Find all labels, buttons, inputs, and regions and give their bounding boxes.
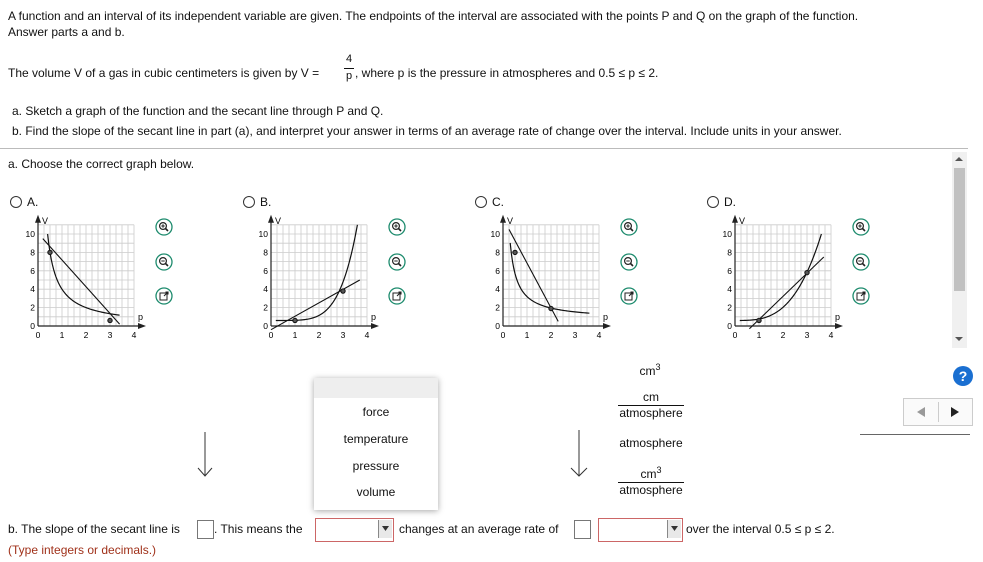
choice-label: D. — [724, 195, 736, 209]
divider — [0, 148, 968, 149]
y-tick-label: 4 — [727, 284, 732, 295]
down-arrow-icon — [568, 428, 590, 480]
point-q — [549, 306, 553, 310]
x-tick-label: 4 — [131, 330, 137, 340]
choice-label: C. — [492, 195, 504, 209]
rate-input[interactable] — [574, 520, 591, 539]
y-tick-label: 2 — [263, 302, 268, 313]
y-tick-label: 8 — [495, 247, 500, 258]
graph-decreasing — [6, 214, 146, 344]
function-curve — [48, 234, 120, 315]
y-tick-label: 10 — [722, 229, 732, 239]
y-tick-label: 10 — [25, 229, 35, 239]
answer-b-mid1: . This means the — [214, 522, 303, 536]
units-select[interactable] — [598, 518, 683, 542]
zoom-out-icon[interactable] — [852, 253, 870, 271]
zoom-in-icon[interactable] — [620, 218, 638, 236]
choice-label: A. — [27, 195, 39, 209]
unit-top: cm — [640, 467, 657, 481]
point-p — [757, 318, 761, 322]
chevron-down-icon — [379, 520, 392, 538]
x-tick-label: 1 — [524, 330, 530, 340]
dropdown-option-volume[interactable]: volume — [356, 485, 396, 499]
choice-label: B. — [260, 195, 272, 209]
y-axis-arrow — [35, 215, 41, 223]
x-tick-label: 3 — [804, 330, 810, 340]
unit-option-atmosphere[interactable]: atmosphere — [619, 436, 683, 450]
axis-label-p: p — [371, 312, 377, 322]
x-tick-label: 1 — [756, 330, 762, 340]
y-tick-label: 4 — [263, 284, 268, 295]
x-tick-label: 3 — [107, 330, 113, 340]
answer-b-mid2: changes at an average rate of — [399, 522, 559, 536]
point-q — [108, 318, 112, 322]
axis-label-p: p — [835, 312, 841, 322]
navigation-box — [903, 398, 973, 426]
x-tick-label: 1 — [59, 330, 65, 340]
x-tick-label: 2 — [316, 330, 322, 340]
secant-line — [43, 239, 120, 325]
zoom-in-icon[interactable] — [852, 218, 870, 236]
unit-option-cm-per-atm[interactable] — [612, 390, 690, 420]
point-p — [48, 250, 52, 254]
choice-radio[interactable] — [243, 196, 255, 208]
axis-label-v: V — [42, 215, 49, 226]
point-q — [341, 289, 345, 293]
intro-line-1: A function and an interval of its independent variable are given. The endpoints of the interval are associated with the points P and Q on the graph of the function. — [8, 9, 859, 23]
x-tick-label: 3 — [340, 330, 346, 340]
axis-label-v: V — [275, 215, 282, 226]
x-tick-label: 3 — [572, 330, 578, 340]
intro-line-2: Answer parts a and b. — [8, 25, 125, 39]
x-tick-label: 2 — [548, 330, 554, 340]
answer-b-suffix: over the interval 0.5 ≤ p ≤ 2. — [686, 522, 835, 536]
dropdown-header — [314, 378, 438, 398]
fraction-numerator: 4 — [345, 53, 353, 65]
nav-divider — [938, 402, 939, 422]
x-axis-arrow — [835, 323, 843, 329]
chevron-down-icon — [668, 520, 681, 538]
down-arrow-icon — [195, 430, 215, 480]
y-tick-label: 0 — [727, 321, 732, 331]
axis-label-p: p — [603, 312, 609, 322]
dropdown-menu-quantity[interactable] — [314, 378, 438, 510]
unit-option-cm3-per-atm[interactable] — [612, 465, 690, 497]
dropdown-option-force[interactable]: force — [362, 405, 390, 419]
next-icon[interactable] — [948, 405, 962, 419]
dropdown-option-temperature[interactable]: temperature — [343, 432, 409, 446]
nav-underline — [860, 434, 970, 435]
y-tick-label: 6 — [30, 265, 35, 276]
help-button[interactable]: ? — [953, 366, 973, 386]
y-tick-label: 4 — [495, 284, 500, 295]
dropdown-option-pressure[interactable]: pressure — [352, 459, 400, 473]
zoom-out-icon[interactable] — [155, 253, 173, 271]
y-tick-label: 0 — [30, 321, 35, 331]
x-tick-label: 0 — [732, 330, 738, 340]
fraction-denominator: p — [345, 70, 353, 82]
y-tick-label: 2 — [30, 302, 35, 313]
x-tick-label: 4 — [364, 330, 370, 340]
answer-b-prefix: b. The slope of the secant line is — [8, 522, 180, 536]
unit-sup: 3 — [655, 362, 661, 372]
y-axis-arrow — [268, 215, 274, 223]
x-tick-label: 4 — [828, 330, 834, 340]
popout-icon[interactable] — [620, 287, 638, 305]
unit-option-cm3[interactable] — [620, 362, 680, 378]
select-arrow[interactable] — [667, 520, 681, 538]
x-tick-label: 1 — [292, 330, 298, 340]
graph-increasing — [239, 214, 379, 344]
unit-top: cm — [639, 364, 656, 378]
popout-icon[interactable] — [852, 287, 870, 305]
problem-before: The volume V of a gas in cubic centimeters is given by V = — [8, 66, 320, 80]
choice-radio[interactable] — [475, 196, 487, 208]
point-p — [293, 318, 297, 322]
answer-b-hint: (Type integers or decimals.) — [8, 543, 157, 557]
y-axis-arrow — [500, 215, 506, 223]
zoom-in-icon[interactable] — [388, 218, 406, 236]
x-axis-arrow — [371, 323, 379, 329]
scroll-down-icon[interactable] — [954, 335, 964, 343]
y-tick-label: 6 — [727, 265, 732, 276]
fraction-bar — [344, 68, 354, 69]
x-tick-label: 4 — [596, 330, 602, 340]
y-tick-label: 0 — [263, 321, 268, 331]
y-tick-label: 8 — [727, 247, 732, 258]
unit-top: cm — [643, 390, 659, 404]
y-tick-label: 8 — [30, 247, 35, 258]
graph-decreasing-steep — [471, 214, 611, 344]
quantity-select[interactable] — [315, 518, 394, 542]
x-tick-label: 0 — [35, 330, 41, 340]
unit-bottom: atmosphere — [619, 406, 683, 420]
part-b-text: b. Find the slope of the secant line in part (a), and interpret your answer in terms of an average rate of change over the interval. Include units in your answer. — [12, 124, 842, 138]
x-axis-arrow — [603, 323, 611, 329]
y-axis-arrow — [732, 215, 738, 223]
axis-label-v: V — [739, 215, 746, 226]
zoom-in-icon[interactable] — [155, 218, 173, 236]
zoom-out-icon[interactable] — [620, 253, 638, 271]
previous-icon[interactable] — [914, 405, 928, 419]
y-tick-label: 10 — [490, 229, 500, 239]
y-tick-label: 6 — [495, 265, 500, 276]
part-a-text: a. Sketch a graph of the function and the secant line through P and Q. — [12, 104, 384, 118]
question-a: a. Choose the correct graph below. — [8, 157, 195, 171]
graph-increasing-mild — [703, 214, 843, 344]
y-tick-label: 4 — [30, 284, 35, 295]
y-tick-label: 6 — [263, 265, 268, 276]
function-curve — [276, 225, 358, 321]
y-tick-label: 0 — [495, 321, 500, 331]
scroll-up-icon[interactable] — [954, 155, 964, 163]
y-tick-label: 2 — [727, 302, 732, 313]
point-q — [805, 270, 809, 274]
popout-icon[interactable] — [155, 287, 173, 305]
x-tick-label: 2 — [780, 330, 786, 340]
x-axis-arrow — [138, 323, 146, 329]
unit-sup: 3 — [656, 465, 662, 475]
x-tick-label: 2 — [83, 330, 89, 340]
y-tick-label: 10 — [258, 229, 268, 239]
problem-after: , where p is the pressure in atmospheres and 0.5 ≤ p ≤ 2. — [355, 66, 659, 80]
zoom-out-icon[interactable] — [388, 253, 406, 271]
y-tick-label: 2 — [495, 302, 500, 313]
scrollbar-thumb[interactable] — [954, 168, 965, 291]
point-p — [513, 250, 517, 254]
x-tick-label: 0 — [500, 330, 506, 340]
x-tick-label: 0 — [268, 330, 274, 340]
axis-label-p: p — [138, 312, 144, 322]
secant-line — [271, 280, 360, 330]
choice-radio[interactable] — [10, 196, 22, 208]
y-tick-label: 8 — [263, 247, 268, 258]
select-arrow[interactable] — [378, 520, 392, 538]
choice-radio[interactable] — [707, 196, 719, 208]
slope-input[interactable] — [197, 520, 214, 539]
popout-icon[interactable] — [388, 287, 406, 305]
unit-bottom: atmosphere — [619, 483, 683, 497]
axis-label-v: V — [507, 215, 514, 226]
